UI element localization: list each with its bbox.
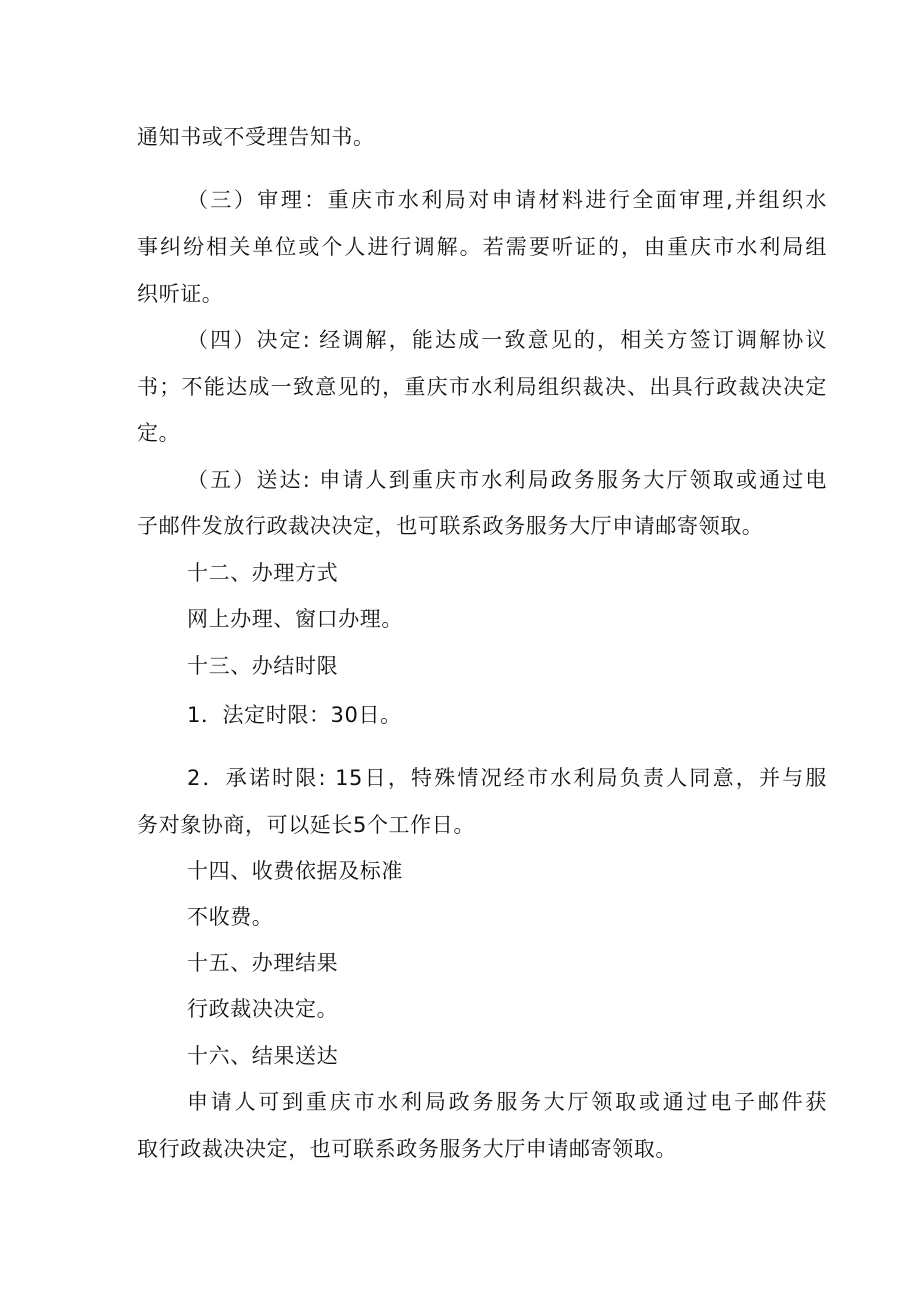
paragraph-line: （四）决定: 经调解，能达成一致意见的，相关方签订调解协议 — [187, 328, 827, 352]
section-heading: 十五、办理结果 — [187, 951, 339, 975]
paragraph-line: 定。 — [137, 421, 181, 445]
paragraph-line: 申请人可到重庆市水利局政务服务大厅领取或通过电子邮件获 — [187, 1090, 827, 1114]
paragraph-line: （三）审理：重庆市水利局对申请材料进行全面审理,并组织水 — [187, 188, 827, 212]
paragraph-line: （五）送达: 申请人到重庆市水利局政务服务大厅领取或通过电 — [187, 468, 827, 492]
paragraph-line: 务对象协商，可以延长5个工作日。 — [137, 813, 475, 837]
list-item: 1．法定时限：30日。 — [187, 703, 402, 727]
section-heading: 十三、办结时限 — [187, 654, 339, 678]
paragraph-line: 行政裁决决定。 — [187, 997, 339, 1021]
paragraph-line: 书；不能达成一致意见的，重庆市水利局组织裁决、出具行政裁决决定 — [137, 375, 827, 399]
paragraph-line: 事纠纷相关单位或个人进行调解。若需要听证的，由重庆市水利局组 — [137, 235, 827, 259]
list-item: 2．承诺时限: 15日，特殊情况经市水利局负责人同意，并与服 — [187, 766, 827, 790]
paragraph-line: 子邮件发放行政裁决决定，也可联系政务服务大厅申请邮寄领取。 — [137, 514, 764, 538]
paragraph-line: 取行政裁决决定，也可联系政务服务大厅申请邮寄领取。 — [137, 1137, 677, 1161]
paragraph-line: 不收费。 — [187, 905, 274, 929]
section-heading: 十六、结果送达 — [187, 1044, 339, 1068]
paragraph-line: 网上办理、窗口办理。 — [187, 607, 403, 631]
paragraph-line: 织听证。 — [137, 282, 224, 306]
section-heading: 十二、办理方式 — [187, 561, 339, 585]
section-heading: 十四、收费依据及标准 — [187, 859, 403, 883]
paragraph-line: 通知书或不受理告知书。 — [137, 125, 375, 149]
